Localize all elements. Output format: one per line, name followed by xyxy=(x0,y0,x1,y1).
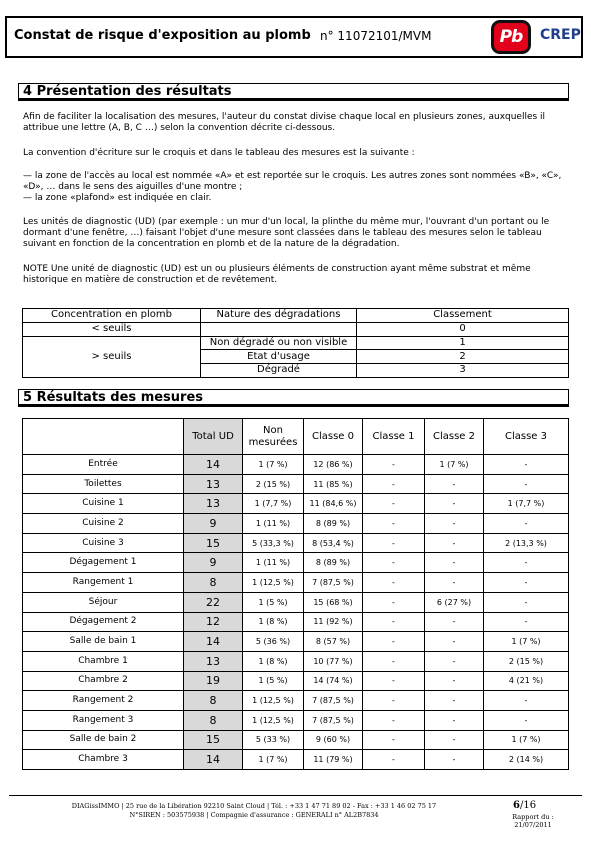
cell-non-mesurees: 1 (7 %) xyxy=(243,750,304,770)
cell-classe-3: - xyxy=(484,592,569,612)
cell-non-mesurees: 5 (36 %) xyxy=(243,632,304,652)
cell-room: Cuisine 3 xyxy=(23,533,184,553)
footer-divider xyxy=(9,795,582,796)
table-row xyxy=(23,671,569,691)
cell-classe-3: - xyxy=(484,612,569,632)
header-concentration: Concentration en plomb xyxy=(23,309,201,323)
table-row xyxy=(23,455,569,475)
cell-classe-3: 1 (7 %) xyxy=(484,632,569,652)
cell-classe-3: 1 (7,7 %) xyxy=(484,494,569,514)
cell-total-ud: 15 xyxy=(184,533,243,553)
cell-concentration: < seuils xyxy=(23,322,201,336)
cell-classe-0: 8 (89 %) xyxy=(304,553,363,573)
report-date: 21/07/2011 xyxy=(514,821,552,829)
cell-classe-0: 9 (60 %) xyxy=(304,730,363,750)
cell-classe-0: 11 (92 %) xyxy=(304,612,363,632)
cell-classe-3: - xyxy=(484,691,569,711)
document-reference: n° 11072101/MVM xyxy=(320,29,432,43)
cell-classe-1: - xyxy=(363,691,425,711)
cell-total-ud: 9 xyxy=(184,514,243,534)
intro-paragraph: Afin de faciliter la localisation des mesures, l'auteur du constat divise chaque local en plusieurs zones, auxquelles il attribue une lettre (A, B, C …) selon la convention décrite ci-dessous. xyxy=(23,112,546,133)
cell-classe-3: 4 (21 %) xyxy=(484,671,569,691)
results-table xyxy=(22,418,569,770)
cell-classe-2: 6 (27 %) xyxy=(425,592,484,612)
table-row xyxy=(23,592,569,612)
cell-classe-2: - xyxy=(425,612,484,632)
cell-total-ud: 14 xyxy=(184,750,243,770)
table-row xyxy=(23,336,569,350)
cell-class: 3 xyxy=(357,364,569,378)
table-row xyxy=(23,494,569,514)
cell-classe-1: - xyxy=(363,730,425,750)
convention-paragraph: La convention d'écriture sur le croquis et dans le tableau des mesures est la suivante : xyxy=(23,148,415,158)
cell-total-ud: 13 xyxy=(184,494,243,514)
header-non-mesurees: Non mesurées xyxy=(243,419,304,455)
cell-room: Cuisine 1 xyxy=(23,494,184,514)
cell-classe-0: 8 (89 %) xyxy=(304,514,363,534)
cell-classe-2: - xyxy=(425,671,484,691)
cell-total-ud: 13 xyxy=(184,474,243,494)
note-paragraph: NOTE Une unité de diagnostic (UD) est un ou plusieurs éléments de construction ayant même substrat et même historique en matière de construction et de revêtement. xyxy=(23,264,531,285)
cell-classe-1: - xyxy=(363,455,425,475)
cell-total-ud: 19 xyxy=(184,671,243,691)
cell-classe-1: - xyxy=(363,514,425,534)
cell-nature: Etat d'usage xyxy=(201,350,357,364)
document-title: Constat de risque d'exposition au plomb xyxy=(14,28,311,43)
section-5-title: 5 Résultats des mesures xyxy=(18,389,569,407)
cell-classe-2: - xyxy=(425,533,484,553)
cell-classe-1: - xyxy=(363,710,425,730)
cell-total-ud: 8 xyxy=(184,710,243,730)
cell-non-mesurees: 1 (12,5 %) xyxy=(243,691,304,711)
cell-classe-2: - xyxy=(425,573,484,593)
header-room xyxy=(23,419,184,455)
cell-room: Rangement 1 xyxy=(23,573,184,593)
cell-non-mesurees: 1 (8 %) xyxy=(243,651,304,671)
table-row xyxy=(23,322,569,336)
cell-classe-2: - xyxy=(425,632,484,652)
cell-classe-2: - xyxy=(425,691,484,711)
cell-total-ud: 9 xyxy=(184,553,243,573)
brand-label: CREP xyxy=(540,27,581,43)
table-row xyxy=(23,533,569,553)
header-classe-1: Classe 1 xyxy=(363,419,425,455)
header-classe-2: Classe 2 xyxy=(425,419,484,455)
footer-siren: N°SIREN : 503575938 | Compagnie d'assurance : GENERALI n° AL2B7834 xyxy=(129,811,379,819)
cell-nature: Non dégradé ou non visible xyxy=(201,336,357,350)
cell-non-mesurees: 1 (12,5 %) xyxy=(243,710,304,730)
cell-total-ud: 13 xyxy=(184,651,243,671)
table-row xyxy=(23,553,569,573)
cell-classe-2: - xyxy=(425,750,484,770)
cell-classe-3: - xyxy=(484,514,569,534)
table-row xyxy=(23,730,569,750)
table-row xyxy=(23,651,569,671)
results-body xyxy=(23,455,569,770)
header-total-ud: Total UD xyxy=(184,419,243,455)
cell-total-ud: 8 xyxy=(184,573,243,593)
cell-total-ud: 15 xyxy=(184,730,243,750)
report-label: Rapport du : xyxy=(512,813,554,821)
cell-room: Salle de bain 2 xyxy=(23,730,184,750)
cell-classe-0: 15 (68 %) xyxy=(304,592,363,612)
cell-total-ud: 8 xyxy=(184,691,243,711)
page-total: /16 xyxy=(519,800,537,811)
bullet-zone-a: — la zone de l'accès au local est nommée «A» et est reportée sur le croquis. Les autres zones sont nommées «B», «C», «D», … dans le sens des aiguilles d'une montre ; xyxy=(23,171,562,192)
cell-classe-0: 7 (87,5 %) xyxy=(304,710,363,730)
cell-classe-0: 12 (86 %) xyxy=(304,455,363,475)
cell-total-ud: 12 xyxy=(184,612,243,632)
cell-classe-1: - xyxy=(363,573,425,593)
cell-class: 1 xyxy=(357,336,569,350)
cell-classe-0: 11 (79 %) xyxy=(304,750,363,770)
document-header xyxy=(5,16,583,58)
cell-non-mesurees: 5 (33 %) xyxy=(243,730,304,750)
pb-logo-icon: Pb xyxy=(491,20,531,54)
cell-classe-1: - xyxy=(363,533,425,553)
footer-info xyxy=(44,802,464,820)
cell-room: Salle de bain 1 xyxy=(23,632,184,652)
cell-classe-0: 14 (74 %) xyxy=(304,671,363,691)
cell-nature: Dégradé xyxy=(201,364,357,378)
page-number xyxy=(513,800,536,811)
table-row xyxy=(23,514,569,534)
cell-room: Rangement 2 xyxy=(23,691,184,711)
table-row xyxy=(23,573,569,593)
ud-paragraph: Les unités de diagnostic (UD) (par exemple : un mur d'un local, la plinthe du même mur, l'ouvrant d'un portant ou le dormant d'une fenêtre, …) faisant l'objet d'une mesure sont classées dans le tableau des mesures selon le tableau suivant en fonction de la concentration en plomb et de la nature de la dégradation. xyxy=(23,217,550,249)
cell-room: Cuisine 2 xyxy=(23,514,184,534)
cell-classe-1: - xyxy=(363,750,425,770)
cell-classe-1: - xyxy=(363,671,425,691)
cell-room: Dégagement 1 xyxy=(23,553,184,573)
cell-total-ud: 14 xyxy=(184,632,243,652)
header-nature: Nature des dégradations xyxy=(201,309,357,323)
classification-table xyxy=(22,308,569,378)
cell-classe-0: 8 (57 %) xyxy=(304,632,363,652)
cell-classe-1: - xyxy=(363,651,425,671)
cell-total-ud: 14 xyxy=(184,455,243,475)
cell-classe-0: 8 (53,4 %) xyxy=(304,533,363,553)
cell-classe-3: - xyxy=(484,710,569,730)
cell-non-mesurees: 1 (11 %) xyxy=(243,514,304,534)
table-row xyxy=(23,612,569,632)
cell-classe-3: 2 (15 %) xyxy=(484,651,569,671)
header-classe-3: Classe 3 xyxy=(484,419,569,455)
table-row xyxy=(23,474,569,494)
cell-classe-0: 7 (87,5 %) xyxy=(304,573,363,593)
bullet-zone-ceiling: — la zone «plafond» est indiquée en clair. xyxy=(23,193,212,203)
table-row xyxy=(23,710,569,730)
cell-non-mesurees: 1 (7 %) xyxy=(243,455,304,475)
footer-address: DIAGissIMMO | 25 rue de la Libération 92210 Saint Cloud | Tél. : +33 1 47 71 89 02 - Fax : +33 1 46 02 75 17 xyxy=(71,802,437,810)
cell-non-mesurees: 1 (5 %) xyxy=(243,671,304,691)
cell-classe-1: - xyxy=(363,612,425,632)
cell-classe-0: 10 (77 %) xyxy=(304,651,363,671)
cell-non-mesurees: 5 (33,3 %) xyxy=(243,533,304,553)
cell-classe-1: - xyxy=(363,592,425,612)
report-date-block xyxy=(508,813,558,829)
cell-total-ud: 22 xyxy=(184,592,243,612)
cell-classe-1: - xyxy=(363,494,425,514)
cell-class: 0 xyxy=(357,322,569,336)
cell-non-mesurees: 2 (15 %) xyxy=(243,474,304,494)
cell-classe-0: 7 (87,5 %) xyxy=(304,691,363,711)
cell-classe-1: - xyxy=(363,632,425,652)
cell-classe-2: - xyxy=(425,710,484,730)
cell-classe-2: - xyxy=(425,730,484,750)
table-header-row xyxy=(23,419,569,455)
table-header-row xyxy=(23,309,569,323)
cell-class: 2 xyxy=(357,350,569,364)
cell-non-mesurees: 1 (5 %) xyxy=(243,592,304,612)
cell-classe-2: - xyxy=(425,514,484,534)
header-classement: Classement xyxy=(357,309,569,323)
cell-nature xyxy=(201,322,357,336)
cell-room: Chambre 1 xyxy=(23,651,184,671)
cell-classe-3: - xyxy=(484,455,569,475)
cell-classe-1: - xyxy=(363,553,425,573)
cell-room: Séjour xyxy=(23,592,184,612)
cell-non-mesurees: 1 (12,5 %) xyxy=(243,573,304,593)
cell-room: Toilettes xyxy=(23,474,184,494)
cell-room: Dégagement 2 xyxy=(23,612,184,632)
convention-bullets xyxy=(23,171,569,204)
cell-classe-2: - xyxy=(425,651,484,671)
table-row xyxy=(23,632,569,652)
cell-classe-2: - xyxy=(425,553,484,573)
cell-classe-3: 2 (13,3 %) xyxy=(484,533,569,553)
cell-classe-3: 1 (7 %) xyxy=(484,730,569,750)
cell-classe-3: - xyxy=(484,553,569,573)
cell-room: Entrée xyxy=(23,455,184,475)
cell-classe-3: - xyxy=(484,474,569,494)
cell-room: Chambre 2 xyxy=(23,671,184,691)
cell-room: Rangement 3 xyxy=(23,710,184,730)
table-row xyxy=(23,691,569,711)
cell-classe-0: 11 (84,6 %) xyxy=(304,494,363,514)
cell-classe-3: 2 (14 %) xyxy=(484,750,569,770)
cell-classe-2: - xyxy=(425,494,484,514)
cell-room: Chambre 3 xyxy=(23,750,184,770)
page-current: 6 xyxy=(513,800,520,811)
cell-non-mesurees: 1 (7,7 %) xyxy=(243,494,304,514)
cell-concentration-high: > seuils xyxy=(23,336,201,377)
cell-non-mesurees: 1 (8 %) xyxy=(243,612,304,632)
table-row xyxy=(23,750,569,770)
cell-classe-2: 1 (7 %) xyxy=(425,455,484,475)
cell-classe-3: - xyxy=(484,573,569,593)
cell-non-mesurees: 1 (11 %) xyxy=(243,553,304,573)
cell-classe-1: - xyxy=(363,474,425,494)
section-4-title: 4 Présentation des résultats xyxy=(18,83,569,101)
cell-classe-0: 11 (85 %) xyxy=(304,474,363,494)
header-classe-0: Classe 0 xyxy=(304,419,363,455)
cell-classe-2: - xyxy=(425,474,484,494)
